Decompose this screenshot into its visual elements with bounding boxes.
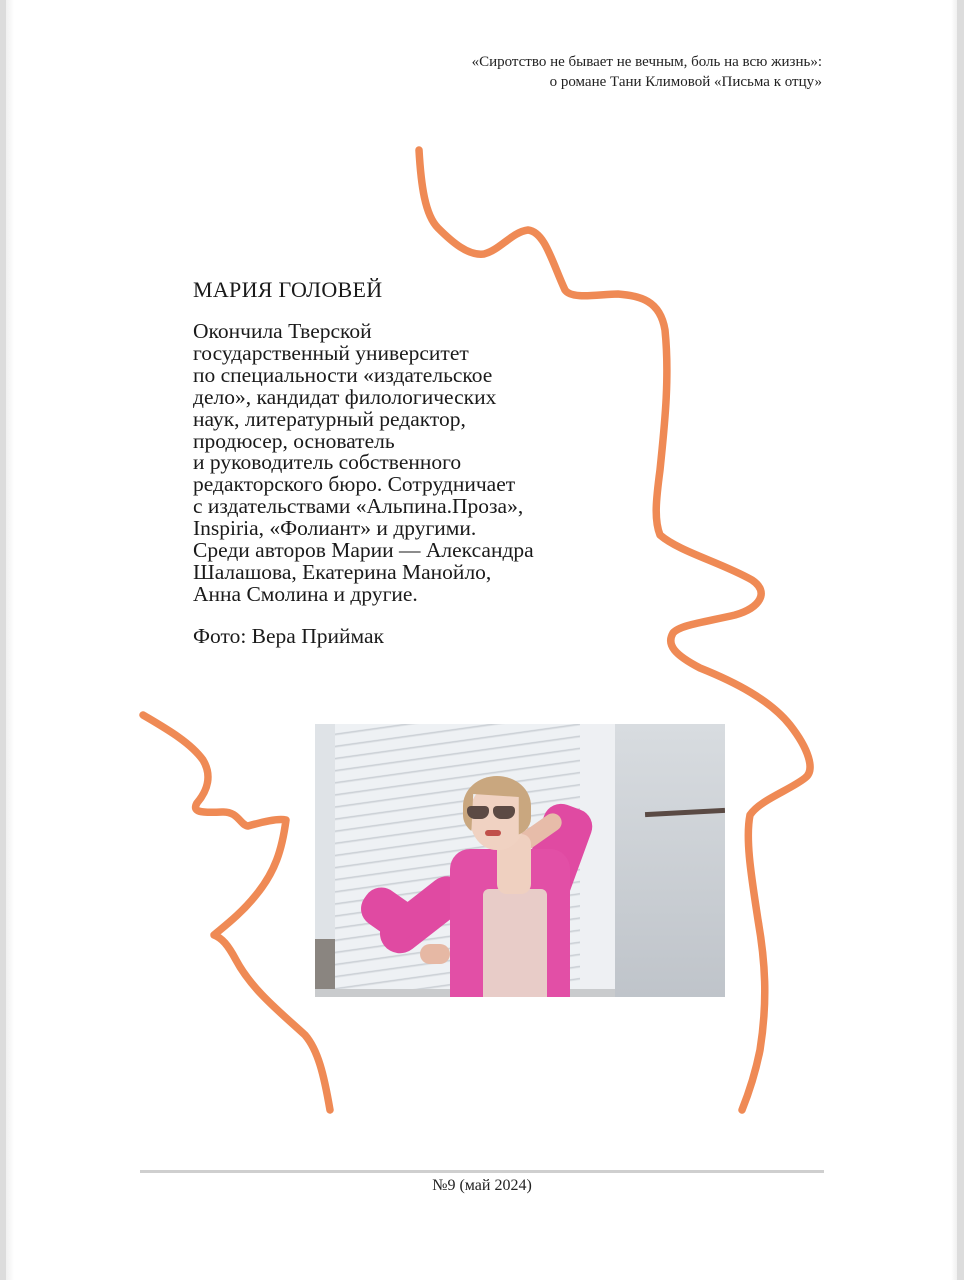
photo-bg-pillar: [580, 724, 615, 997]
bio-line: Шалашова, Екатерина Манойло,: [193, 559, 492, 584]
page-edge-right: [957, 0, 964, 1280]
running-head-line-1: «Сиротство не бывает не вечным, боль на всю жизнь»:: [471, 54, 822, 70]
bio-text: [193, 321, 633, 606]
page-edge-right-shade: [951, 0, 957, 1280]
bio-line: Среди авторов Марии — Александра: [193, 538, 534, 563]
author-bio: [193, 276, 633, 648]
bio-line: наук, литературный редактор,: [193, 406, 466, 431]
photo-figure-lips: [485, 830, 501, 836]
photo-figure-hand: [420, 944, 450, 964]
orange-curve-left: [143, 715, 330, 1110]
photo-bg-wall: [615, 724, 725, 997]
running-head-line-2: о романе Тани Климовой «Письма к отцу»: [549, 74, 822, 90]
bio-line: редакторского бюро. Сотрудничает: [193, 472, 516, 497]
bio-line: Окончила Тверской: [193, 319, 372, 343]
bio-line: по специальности «издательское: [193, 362, 493, 387]
sunglasses-icon: [467, 806, 517, 819]
author-name: МАРИЯ ГОЛОВЕЙ: [193, 277, 383, 302]
bio-line: государственный университет: [193, 340, 469, 365]
issue-label: №9 (май 2024): [432, 1177, 532, 1194]
author-photo: [315, 724, 725, 997]
bio-line: и руководитель собственного: [193, 450, 462, 475]
bio-line: с издательствами «Альпина.Проза»,: [193, 494, 524, 519]
photo-bg-post-base: [315, 939, 337, 989]
page-edge-left-shade: [6, 0, 14, 1280]
bio-line: дело», кандидат филологических: [193, 384, 497, 409]
bio-line: Анна Смолина и другие.: [193, 581, 418, 606]
photo-credit: Фото: Вера Приймак: [193, 623, 384, 648]
photo-figure-top: [483, 889, 547, 997]
running-head: [472, 52, 822, 92]
bio-line: продюсер, основатель: [193, 428, 395, 453]
bio-line: Inspiria, «Фолиант» и другими.: [193, 516, 477, 541]
footer-divider: [140, 1170, 824, 1173]
